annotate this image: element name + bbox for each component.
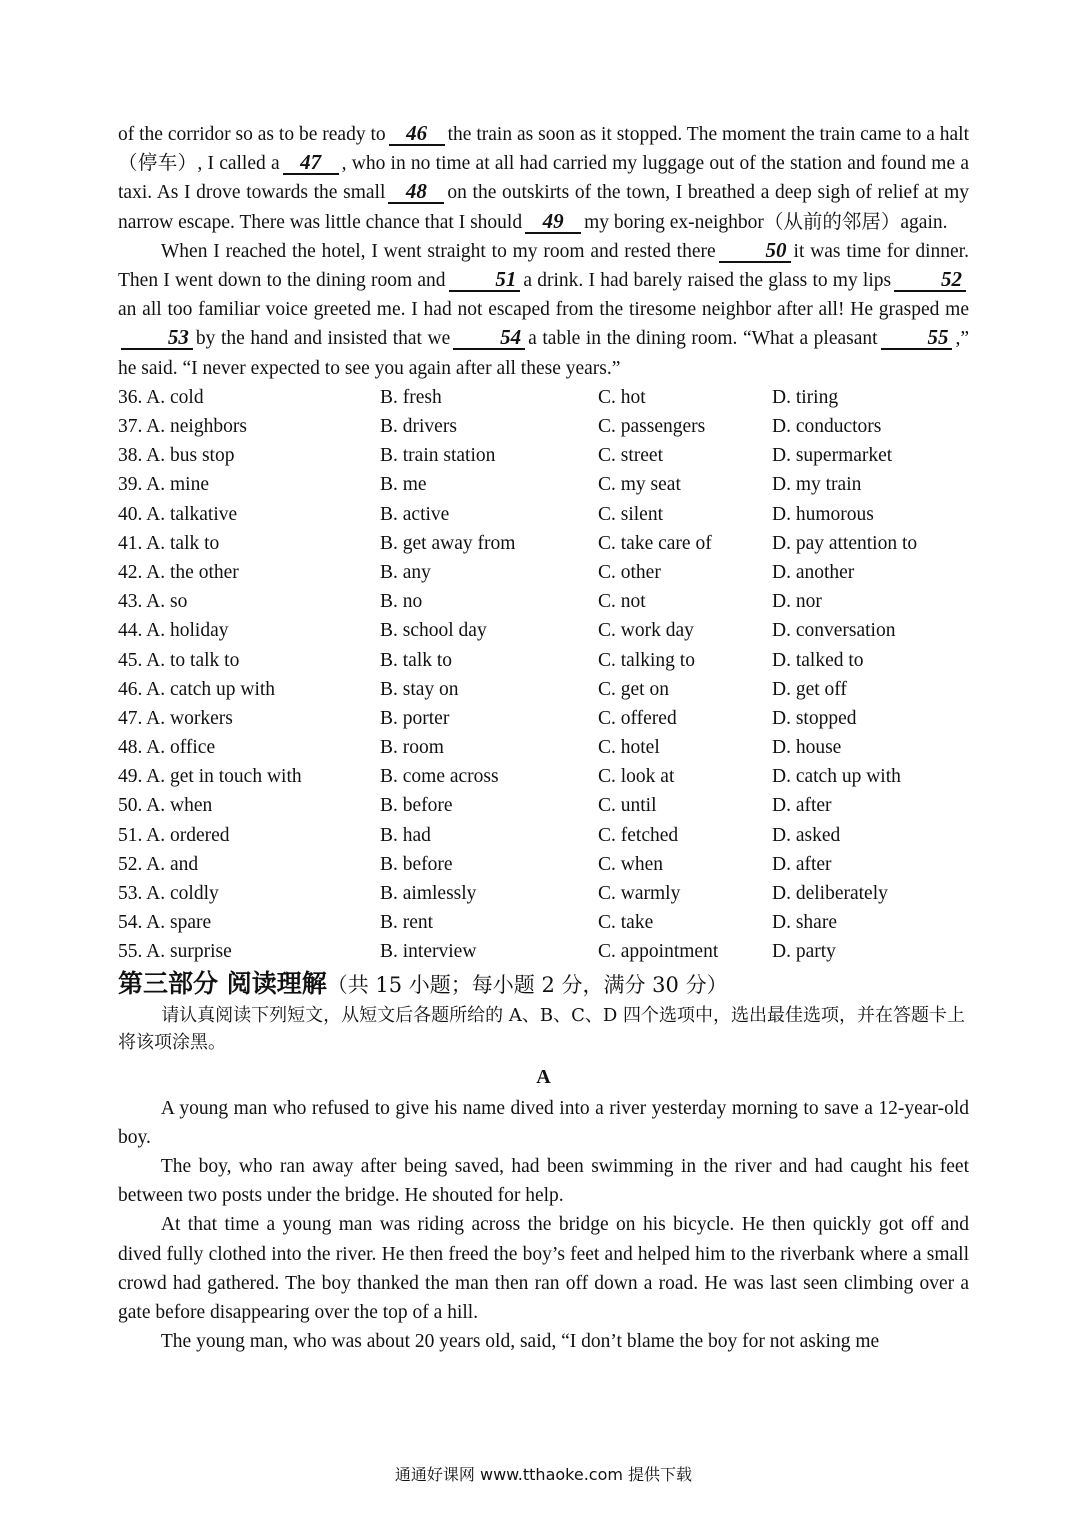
text-run: the train as soon as it stopped. The moment the train came to a halt（停车）, I called a: [118, 124, 969, 175]
question-row: [118, 675, 969, 704]
option-d: D. nor: [772, 591, 822, 613]
option-c: C. other: [598, 561, 661, 583]
option-a: 42. A. the other: [118, 561, 239, 583]
option-b: B. interview: [380, 941, 477, 963]
option-c: C. take care of: [598, 532, 712, 554]
option-d: D. my train: [772, 474, 862, 496]
option-c: C. take: [598, 912, 654, 934]
option-a: 52. A. and: [118, 853, 199, 875]
blank-53: 53: [121, 326, 193, 350]
blank-46: 46: [389, 122, 445, 146]
option-b: B. me: [380, 474, 427, 496]
option-a: 48. A. office: [118, 737, 216, 759]
question-row: [118, 733, 969, 762]
option-c: C. until: [598, 795, 657, 817]
option-b: B. before: [380, 795, 453, 817]
question-row: [118, 821, 969, 850]
option-a: 38. A. bus stop: [118, 445, 235, 467]
option-c: C. street: [598, 445, 663, 467]
option-d: D. stopped: [772, 707, 857, 729]
text-run: When I reached the hotel, I went straight to my room and rested there: [160, 240, 716, 262]
option-d: D. another: [772, 561, 855, 583]
text-run: a drink. I had barely raised the glass to my lips: [523, 270, 892, 292]
blank-55: 55: [881, 326, 953, 350]
option-a: 51. A. ordered: [118, 824, 230, 846]
option-b: B. fresh: [380, 386, 442, 408]
option-d: D. after: [772, 795, 832, 817]
option-b: B. no: [380, 591, 423, 613]
option-d: D. humorous: [772, 503, 874, 525]
text-run: an all too familiar voice greeted me. I had not escaped from the tiresome neighbor after all! He grasped me: [118, 299, 969, 321]
text-run: , who in no time at all had carried my luggage out of the station and found me a taxi. As I drove towards the small: [118, 153, 970, 204]
option-c: C. silent: [598, 503, 664, 525]
option-b: B. room: [380, 737, 444, 759]
question-row: [118, 412, 969, 441]
option-d: D. talked to: [772, 649, 864, 671]
text-run: a table in the dining room. “What a pleasant: [528, 328, 878, 350]
blank-47: 47: [283, 151, 339, 175]
option-c: C. hot: [598, 386, 646, 408]
option-b: B. active: [380, 503, 450, 525]
text-run: it was time for dinner. Then I went down to the dining room and: [118, 240, 969, 292]
option-c: C. offered: [598, 707, 677, 729]
option-b: B. any: [380, 561, 431, 583]
text-run: on the outskirts of the town, I breathed a deep sigh of relief at my narrow escape. There was little chance that I should: [118, 182, 969, 233]
option-b: B. before: [380, 853, 453, 875]
option-c: C. work day: [598, 620, 694, 642]
option-d: D. conductors: [772, 416, 882, 438]
question-row: [118, 850, 969, 879]
option-d: D. party: [772, 941, 836, 963]
option-d: D. asked: [772, 824, 841, 846]
blank-48: 48: [388, 180, 444, 204]
option-b: B. rent: [380, 912, 434, 934]
option-b: B. porter: [380, 707, 450, 729]
option-d: D. share: [772, 912, 837, 934]
option-a: 49. A. get in touch with: [118, 766, 302, 788]
option-b: B. had: [380, 824, 431, 846]
exam-page: [118, 120, 969, 1356]
reading-paragraph: The boy, who ran away after being saved, had been swimming in the river and had caught his feet between two posts under the bridge. He shouted for help.: [118, 1155, 969, 1207]
option-d: D. get off: [772, 678, 847, 700]
question-row: [118, 762, 969, 791]
text-run: ,” he said. “I never expected to see you again after all these years.”: [118, 328, 969, 379]
question-row: [118, 529, 969, 558]
option-a: 54. A. spare: [118, 912, 212, 934]
option-c: C. not: [598, 591, 646, 613]
option-c: C. fetched: [598, 824, 679, 846]
blank-54: 54: [453, 326, 525, 350]
question-row: [118, 470, 969, 499]
option-c: C. get on: [598, 678, 669, 700]
question-row: [118, 558, 969, 587]
option-c: C. warmly: [598, 883, 681, 905]
question-row: [118, 937, 969, 966]
option-b: B. get away from: [380, 532, 516, 554]
option-a: 46. A. catch up with: [118, 678, 276, 700]
reading-paragraph: A young man who refused to give his name dived into a river yesterday morning to save a 12-year-old boy.: [118, 1097, 969, 1148]
section-instruction: 请认真阅读下列短文，从短文后各题所给的 A、B、C、D 四个选项中，选出最佳选项，并在答题卡上将该项涂黑。: [118, 1004, 966, 1053]
section-heading: [118, 967, 969, 1002]
question-row: [118, 587, 969, 616]
option-b: B. train station: [380, 445, 496, 467]
blank-50: 50: [719, 239, 791, 263]
question-row: [118, 879, 969, 908]
page-footer: 通通好课网 www.tthaoke.com 提供下载: [394, 1465, 693, 1484]
option-c: C. look at: [598, 766, 675, 788]
question-list: [118, 383, 969, 967]
blank-52: 52: [894, 268, 966, 292]
text-run: by the hand and insisted that we: [195, 328, 451, 350]
option-b: B. aimlessly: [380, 883, 477, 905]
option-d: D. house: [772, 737, 842, 759]
option-a: 55. A. surprise: [118, 941, 232, 963]
option-a: 37. A. neighbors: [118, 416, 247, 438]
text-run: of the corridor so as to be ready to: [118, 124, 386, 145]
option-c: C. when: [598, 853, 663, 875]
option-b: B. talk to: [380, 649, 453, 671]
option-d: D. after: [772, 853, 832, 875]
option-a: 41. A. talk to: [118, 532, 220, 554]
question-row: [118, 791, 969, 820]
question-row: [118, 704, 969, 733]
option-d: D. catch up with: [772, 766, 901, 788]
cloze-paragraph-2: [118, 237, 969, 383]
option-d: D. deliberately: [772, 883, 888, 905]
option-b: B. stay on: [380, 678, 459, 700]
option-d: D. supermarket: [772, 445, 893, 467]
option-d: D. pay attention to: [772, 532, 918, 554]
option-c: C. hotel: [598, 737, 660, 759]
question-row: [118, 441, 969, 470]
section-subtitle: （共 15 小题；每小题 2 分，满分 30 分）: [326, 972, 728, 997]
option-d: D. tiring: [772, 386, 839, 408]
question-row: [118, 908, 969, 937]
option-c: C. talking to: [598, 649, 695, 671]
reading-paragraph: At that time a young man was riding across the bridge on his bicycle. He then quickly got off and dived fully clothed into the river. He then freed the boy’s feet and helped him to the riverbank where a small crowd had gathered. The boy thanked the man then ran off down a road. He was last seen climbing over a gate before disappearing over the top of a hill.: [118, 1214, 969, 1323]
cloze-paragraph-1: [118, 120, 969, 237]
option-a: 53. A. coldly: [118, 883, 219, 905]
option-b: B. drivers: [380, 416, 457, 438]
option-c: C. my seat: [598, 474, 681, 496]
option-a: 44. A. holiday: [118, 620, 229, 642]
option-c: C. passengers: [598, 416, 706, 438]
option-a: 39. A. mine: [118, 474, 209, 496]
option-b: B. come across: [380, 766, 499, 788]
option-c: C. appointment: [598, 941, 719, 963]
question-row: [118, 383, 969, 412]
option-a: 47. A. workers: [118, 707, 233, 729]
option-a: 45. A. to talk to: [118, 649, 240, 671]
blank-49: 49: [525, 210, 581, 234]
option-a: 36. A. cold: [118, 386, 204, 408]
option-a: 40. A. talkative: [118, 503, 238, 525]
option-a: 50. A. when: [118, 795, 213, 817]
blank-51: 51: [449, 268, 521, 292]
option-a: 43. A. so: [118, 591, 188, 613]
text-run: my boring ex-neighbor（从前的邻居）again.: [584, 211, 948, 233]
question-row: [118, 500, 969, 529]
option-d: D. conversation: [772, 620, 896, 642]
option-b: B. school day: [380, 620, 487, 642]
question-row: [118, 646, 969, 675]
section-title: 第三部分 阅读理解: [118, 968, 327, 998]
question-row: [118, 616, 969, 645]
passage-label: A: [536, 1065, 551, 1088]
reading-paragraph: The young man, who was about 20 years old, said, “I don’t blame the boy for not asking me: [160, 1331, 880, 1353]
